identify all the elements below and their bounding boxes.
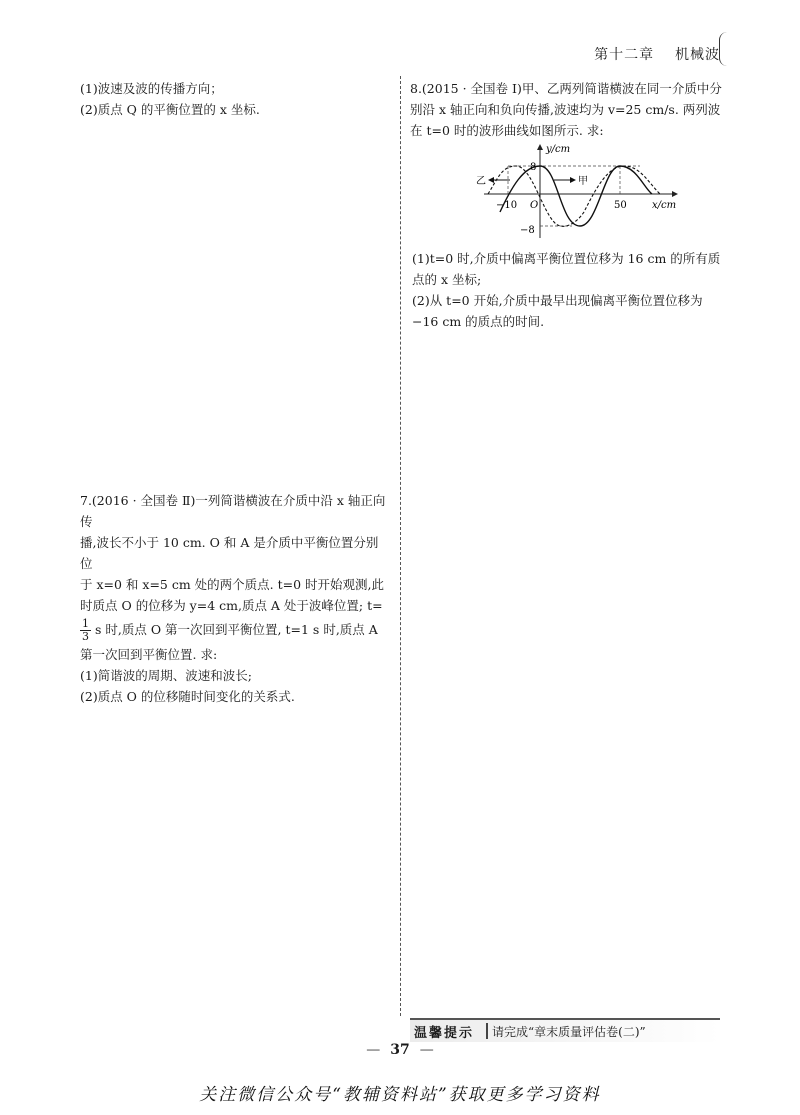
wave-figure <box>476 142 680 242</box>
x-axis-label: x/cm <box>652 200 677 211</box>
page-number <box>0 1042 800 1058</box>
yi-arrow-head <box>488 177 494 183</box>
reminder-banner <box>410 1018 720 1042</box>
reminder-text: 请完成“章末质量评估卷(二)” <box>492 1025 646 1039</box>
question-line-rest: s 时,质点 O 第一次回到平衡位置, t=1 s 时,质点 A <box>95 622 378 637</box>
page-header <box>594 44 720 64</box>
y-axis-label: y/cm <box>546 144 571 155</box>
question-part: (1)波速及波的传播方向； <box>80 81 223 96</box>
x-axis-arrow <box>672 191 678 197</box>
question-part: −16 cm 的质点的时间. <box>412 314 545 329</box>
reminder-separator <box>486 1023 488 1039</box>
question-7 <box>80 490 390 707</box>
continued-question <box>80 78 390 120</box>
header-brace-decoration <box>719 32 728 66</box>
wave-yi-curve <box>488 166 660 226</box>
page-number-value: 37 <box>390 1042 410 1058</box>
tick-label-neg10: −10 <box>496 200 518 211</box>
fraction-numerator: 1 <box>82 617 89 630</box>
question-part: (2)质点 O 的位移随时间变化的关系式. <box>80 689 295 704</box>
question-part: (1)t=0 时,介质中偏离平衡位置位移为 16 cm 的所有质 <box>412 251 721 266</box>
question-line: 别沿 x 轴正向和负向传播,波速均为 v=25 cm/s. 两列波 <box>410 102 721 117</box>
page-number-dash-left: — <box>366 1042 381 1058</box>
wave-jia-curve <box>500 166 652 226</box>
question-line: 第一次回到平衡位置. 求: <box>80 647 218 662</box>
question-8-parts <box>412 248 727 332</box>
question-line: 在 t=0 时的波形曲线如图所示. 求: <box>410 123 604 138</box>
question-line: 8.(2015 · 全国卷 Ⅰ)甲、乙两列简谐横波在同一介质中分 <box>410 81 722 96</box>
question-part: (2)从 t=0 开始,介质中最早出现偏离平衡位置位移为 <box>412 293 703 308</box>
question-part: (1)简谐波的周期、波速和波长; <box>80 668 252 683</box>
jia-arrow-head <box>570 177 576 183</box>
origin-label: O <box>530 200 539 211</box>
question-line: 时质点 O 的位移为 y=4 cm,质点 A 处于波峰位置; t= <box>80 598 383 613</box>
wave-yi-label: 乙 <box>476 176 486 187</box>
column-divider <box>400 76 401 1016</box>
chapter-label: 第十二章 <box>594 47 655 63</box>
y-axis-arrow <box>537 144 543 150</box>
page-number-dash-right: — <box>419 1042 434 1058</box>
tick-label-neg8: −8 <box>520 225 535 236</box>
question-line: 播,波长不小于 10 cm. O 和 A 是介质中平衡位置分别位 <box>80 535 379 571</box>
reminder-label: 温馨提示 <box>414 1026 475 1041</box>
chapter-title: 机械波 <box>675 47 720 63</box>
question-line <box>80 616 390 644</box>
tick-label-8: 8 <box>530 162 537 173</box>
footer-watermark-text: 关注微信公众号“教辅资料站”获取更多学习资料 <box>199 1085 601 1105</box>
fraction-denominator: 3 <box>82 630 89 643</box>
question-part: 点的 x 坐标; <box>412 272 482 287</box>
question-8 <box>410 78 725 141</box>
tick-label-50: 50 <box>614 200 627 211</box>
wave-jia-label: 甲 <box>578 176 588 187</box>
question-line: 7.(2016 · 全国卷 Ⅱ)一列简谐横波在介质中沿 x 轴正向传 <box>80 493 386 529</box>
question-line: 于 x=0 和 x=5 cm 处的两个质点. t=0 时开始观测,此 <box>80 577 385 592</box>
question-part: (2)质点 Q 的平衡位置的 x 坐标. <box>80 102 260 117</box>
fraction <box>80 618 91 643</box>
